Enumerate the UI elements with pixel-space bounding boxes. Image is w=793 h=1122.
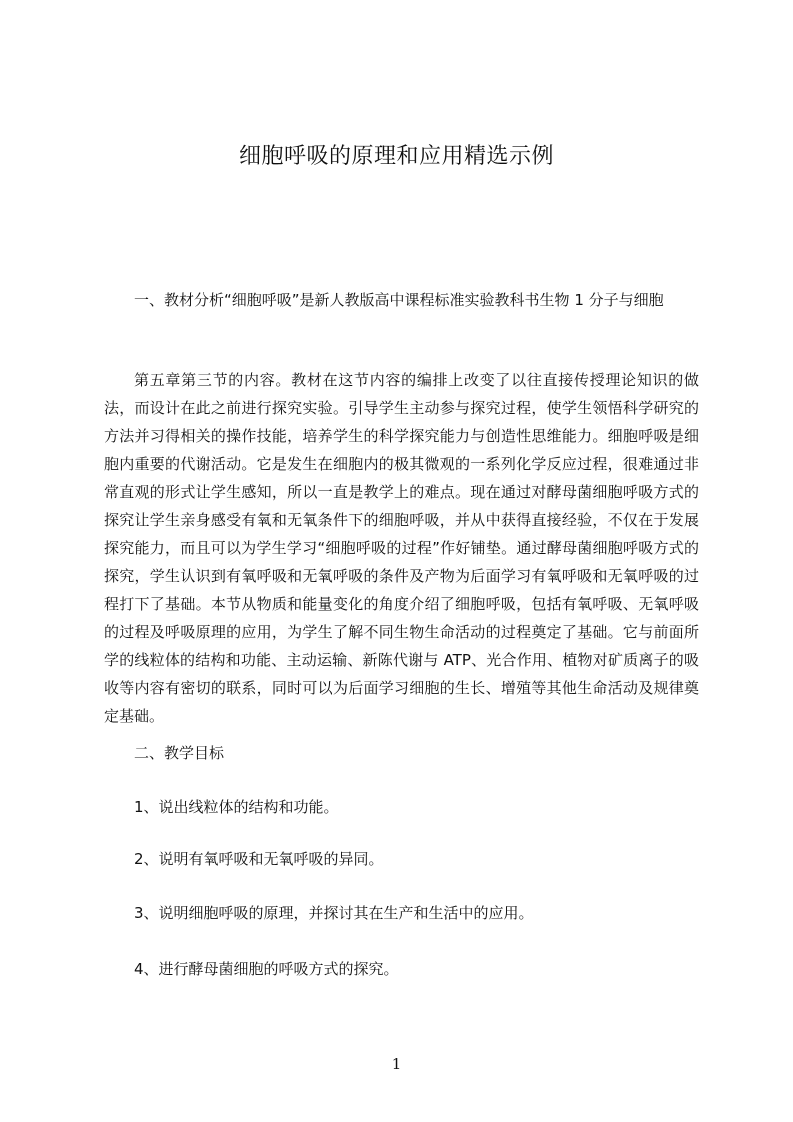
page-title: 细胞呼吸的原理和应用精选示例 [238,144,554,169]
section1-body-block [104,366,699,730]
section1-heading: 一、教材分析“细胞呼吸”是新人教版高中课程标准实验教科书生物 1 分子与细胞 [134,291,664,309]
goal-text: 4、进行酵母菌细胞的呼吸方式的探究。 [134,960,399,978]
section1-heading-block [104,286,699,314]
section2-heading: 二、教学目标 [134,744,225,762]
section2-heading-block [104,739,699,767]
goal-text: 2、说明有氧呼吸和无氧呼吸的异同。 [134,850,384,868]
section1-body: 第五章第三节的内容。教材在这节内容的编排上改变了以往直接传授理论知识的做法，而设计在此之前进行探究实验。引导学生主动参与探究过程，使学生领悟科学研究的方法并习得相关的操作技能，培养学生的科学探究能力与创造性思维能力。细胞呼吸是细胞内重要的代谢活动。它是发生在细胞内的极其微观的一系列化学反应过程，很难通过非常直观的形式让学生感知，所以一直是教学上的难点。现在通过对酵母菌细胞呼吸方式的探究让学生亲身感受有氧和无氧条件下的细胞呼吸，并从中获得直接经验，不仅在于发展探究能力，而且可以为学生学习“细胞呼吸的过程”作好铺垫。通过酵母菌细胞呼吸方式的探究，学生认识到有氧呼吸和无氧呼吸的条件及产物为后面学习有氧呼吸和无氧呼吸的过程打下了基础。本节从物质和能量变化的角度介绍了细胞呼吸，包括有氧呼吸、无氧呼吸的过程及呼吸原理的应用，为学生了解不同生物生命活动的过程奠定了基础。它与前面所学的线粒体的结构和功能、主动运输、新陈代谢与 ATP、光合作用、植物对矿质离子的吸收等内容有密切的联系，同时可以为后面学习细胞的生长、增殖等其他生命活动及规律奠定基础。 [104,371,699,725]
goal-text: 3、说明细胞呼吸的原理，并探讨其在生产和生活中的应用。 [134,904,534,922]
goal-text: 1、说出线粒体的结构和功能。 [134,798,339,816]
goal-item-3 [104,899,699,927]
goal-item-1 [104,793,699,821]
page-number: 1 [391,1055,402,1073]
goal-item-4 [104,955,699,983]
goal-item-2 [104,845,699,873]
